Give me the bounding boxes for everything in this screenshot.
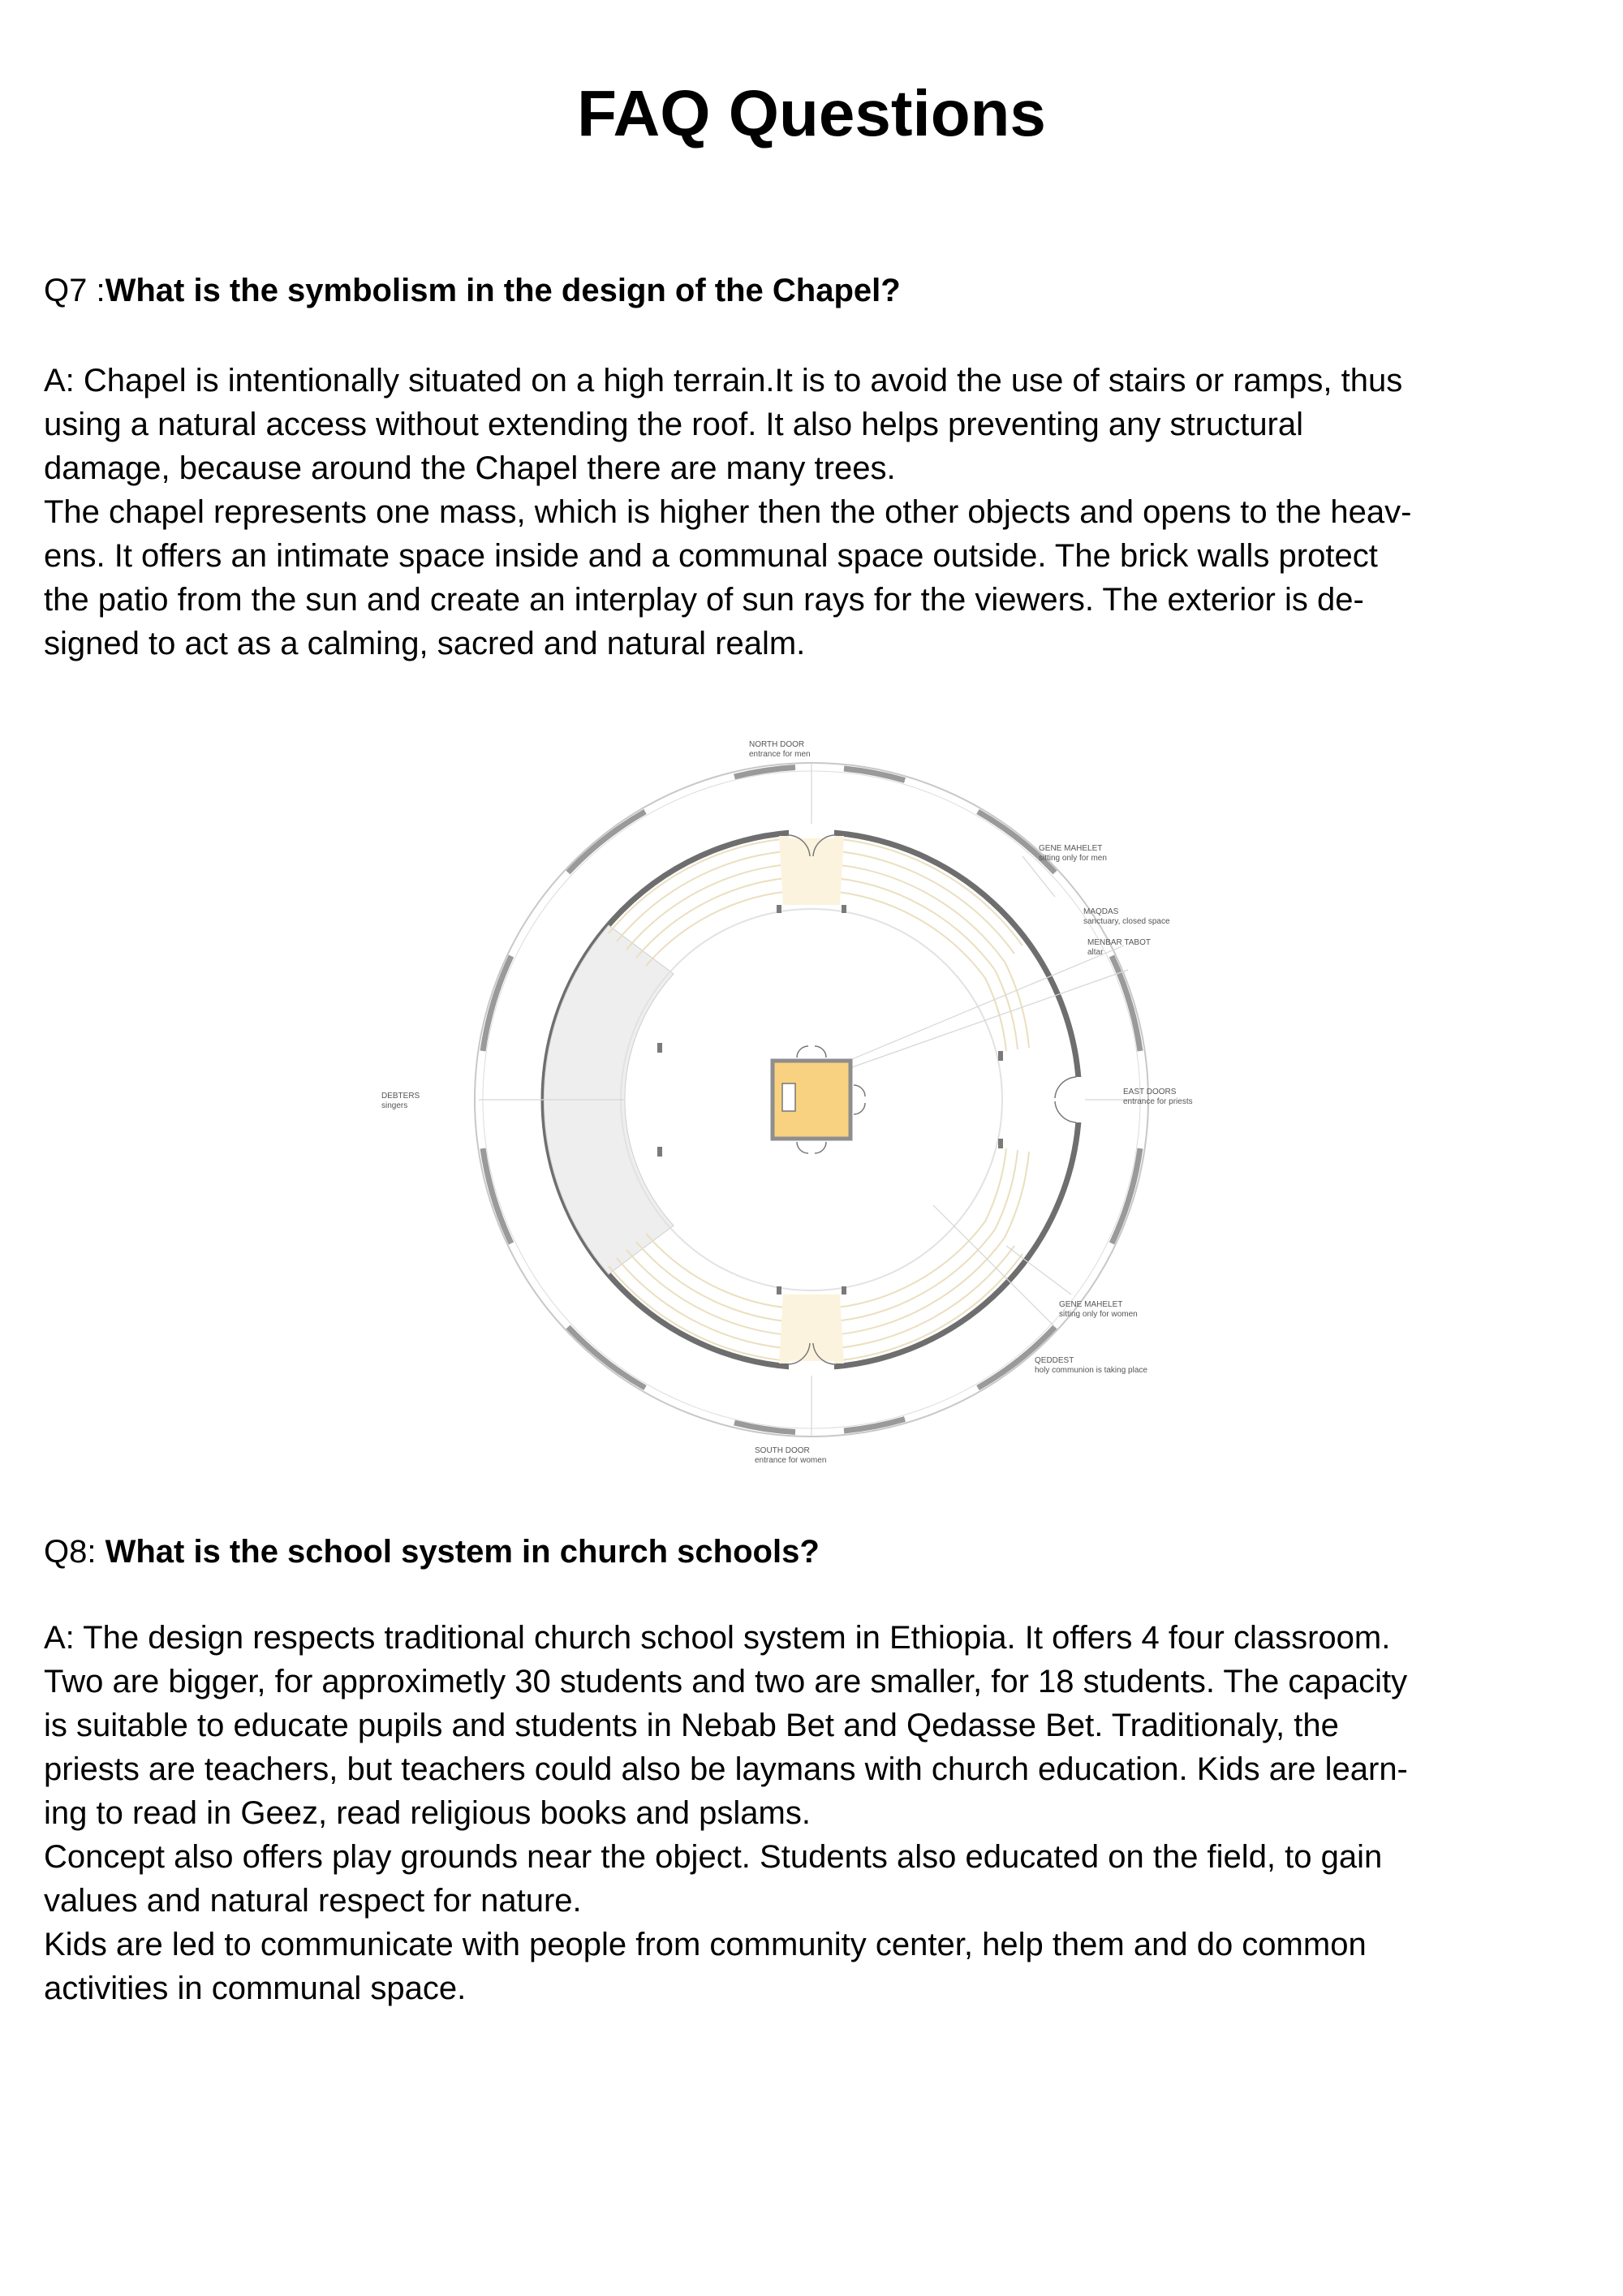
label-menbar-tabot-sub: altar bbox=[1087, 948, 1104, 957]
answer-line: The chapel represents one mass, which is higher then the other objects and opens to the heav- bbox=[44, 494, 1412, 530]
label-maqdas: MAQDAS bbox=[1083, 907, 1119, 916]
north-aisle bbox=[779, 836, 844, 905]
answer-line: the patio from the sun and create an interplay of sun rays for the viewers. The exterior is de- bbox=[44, 582, 1364, 618]
question-number: Q8: bbox=[44, 1534, 105, 1570]
label-south-door: SOUTH DOOR bbox=[755, 1446, 810, 1455]
label-maqdas-sub: sanctuary, closed space bbox=[1083, 917, 1170, 926]
label-east-doors: EAST DOORS bbox=[1123, 1088, 1177, 1096]
south-aisle bbox=[779, 1294, 844, 1363]
question-q8 bbox=[44, 1532, 1586, 1571]
answer-line: is suitable to educate pupils and students in Nebab Bet and Qedasse Bet. Traditionaly, the bbox=[44, 1708, 1339, 1743]
question-q7 bbox=[44, 271, 1586, 310]
answer-line: priests are teachers, but teachers could also be laymans with church education. Kids are learn- bbox=[44, 1751, 1408, 1787]
answer-line: Concept also offers play grounds near the object. Students also educated on the field, to gain bbox=[44, 1839, 1383, 1875]
label-qeddest-sub: holy communion is taking place bbox=[1035, 1366, 1147, 1375]
label-debters-sub: singers bbox=[381, 1101, 408, 1110]
answer-line: A: The design respects traditional church school system in Ethiopia. It offers 4 four classroom. bbox=[44, 1620, 1391, 1656]
answer-line: damage, because around the Chapel there are many trees. bbox=[44, 450, 896, 486]
answer-line: signed to act as a calming, sacred and natural realm. bbox=[44, 626, 806, 661]
answer-line: A: Chapel is intentionally situated on a high terrain.It is to avoid the use of stairs or ramps, thus bbox=[44, 363, 1403, 398]
answer-line: Kids are led to communicate with people from community center, help them and do common bbox=[44, 1927, 1367, 1962]
answer-q7 bbox=[44, 359, 1586, 666]
label-gene-mahelet-women: GENE MAHELET bbox=[1059, 1300, 1123, 1309]
east-door bbox=[1073, 1077, 1084, 1122]
answer-line: activities in communal space. bbox=[44, 1971, 467, 2006]
answer-line: ing to read in Geez, read religious books and pslams. bbox=[44, 1795, 811, 1831]
label-gene-mahelet-women-sub: sitting only for women bbox=[1059, 1310, 1138, 1319]
answer-line: using a natural access without extending the roof. It also helps preventing any structural bbox=[44, 407, 1304, 442]
label-qeddest: QEDDEST bbox=[1035, 1356, 1074, 1365]
label-menbar-tabot: MENBAR TABOT bbox=[1087, 938, 1151, 947]
label-debters: DEBTERS bbox=[381, 1092, 420, 1101]
label-north-door-sub: entrance for men bbox=[749, 750, 811, 759]
label-north-door: NORTH DOOR bbox=[749, 740, 805, 749]
label-gene-mahelet-men-sub: sitting only for men bbox=[1039, 854, 1107, 863]
question-text: What is the symbolism in the design of the Chapel? bbox=[105, 273, 901, 308]
answer-q8 bbox=[44, 1616, 1586, 2010]
chapel-floor-plan bbox=[373, 730, 1250, 1477]
label-gene-mahelet-men: GENE MAHELET bbox=[1039, 844, 1103, 853]
question-text: What is the school system in church schools? bbox=[105, 1534, 820, 1570]
answer-line: ens. It offers an intimate space inside and a communal space outside. The brick walls protect bbox=[44, 538, 1378, 574]
question-number: Q7 : bbox=[44, 273, 105, 308]
menbar-tabot-altar bbox=[782, 1083, 795, 1111]
answer-line: Two are bigger, for approximetly 30 students and two are smaller, for 18 students. The capacity bbox=[44, 1664, 1408, 1699]
label-south-door-sub: entrance for women bbox=[755, 1456, 827, 1465]
answer-line: values and natural respect for nature. bbox=[44, 1883, 582, 1919]
page-title: FAQ Questions bbox=[577, 77, 1046, 149]
label-east-doors-sub: entrance for priests bbox=[1123, 1097, 1193, 1106]
